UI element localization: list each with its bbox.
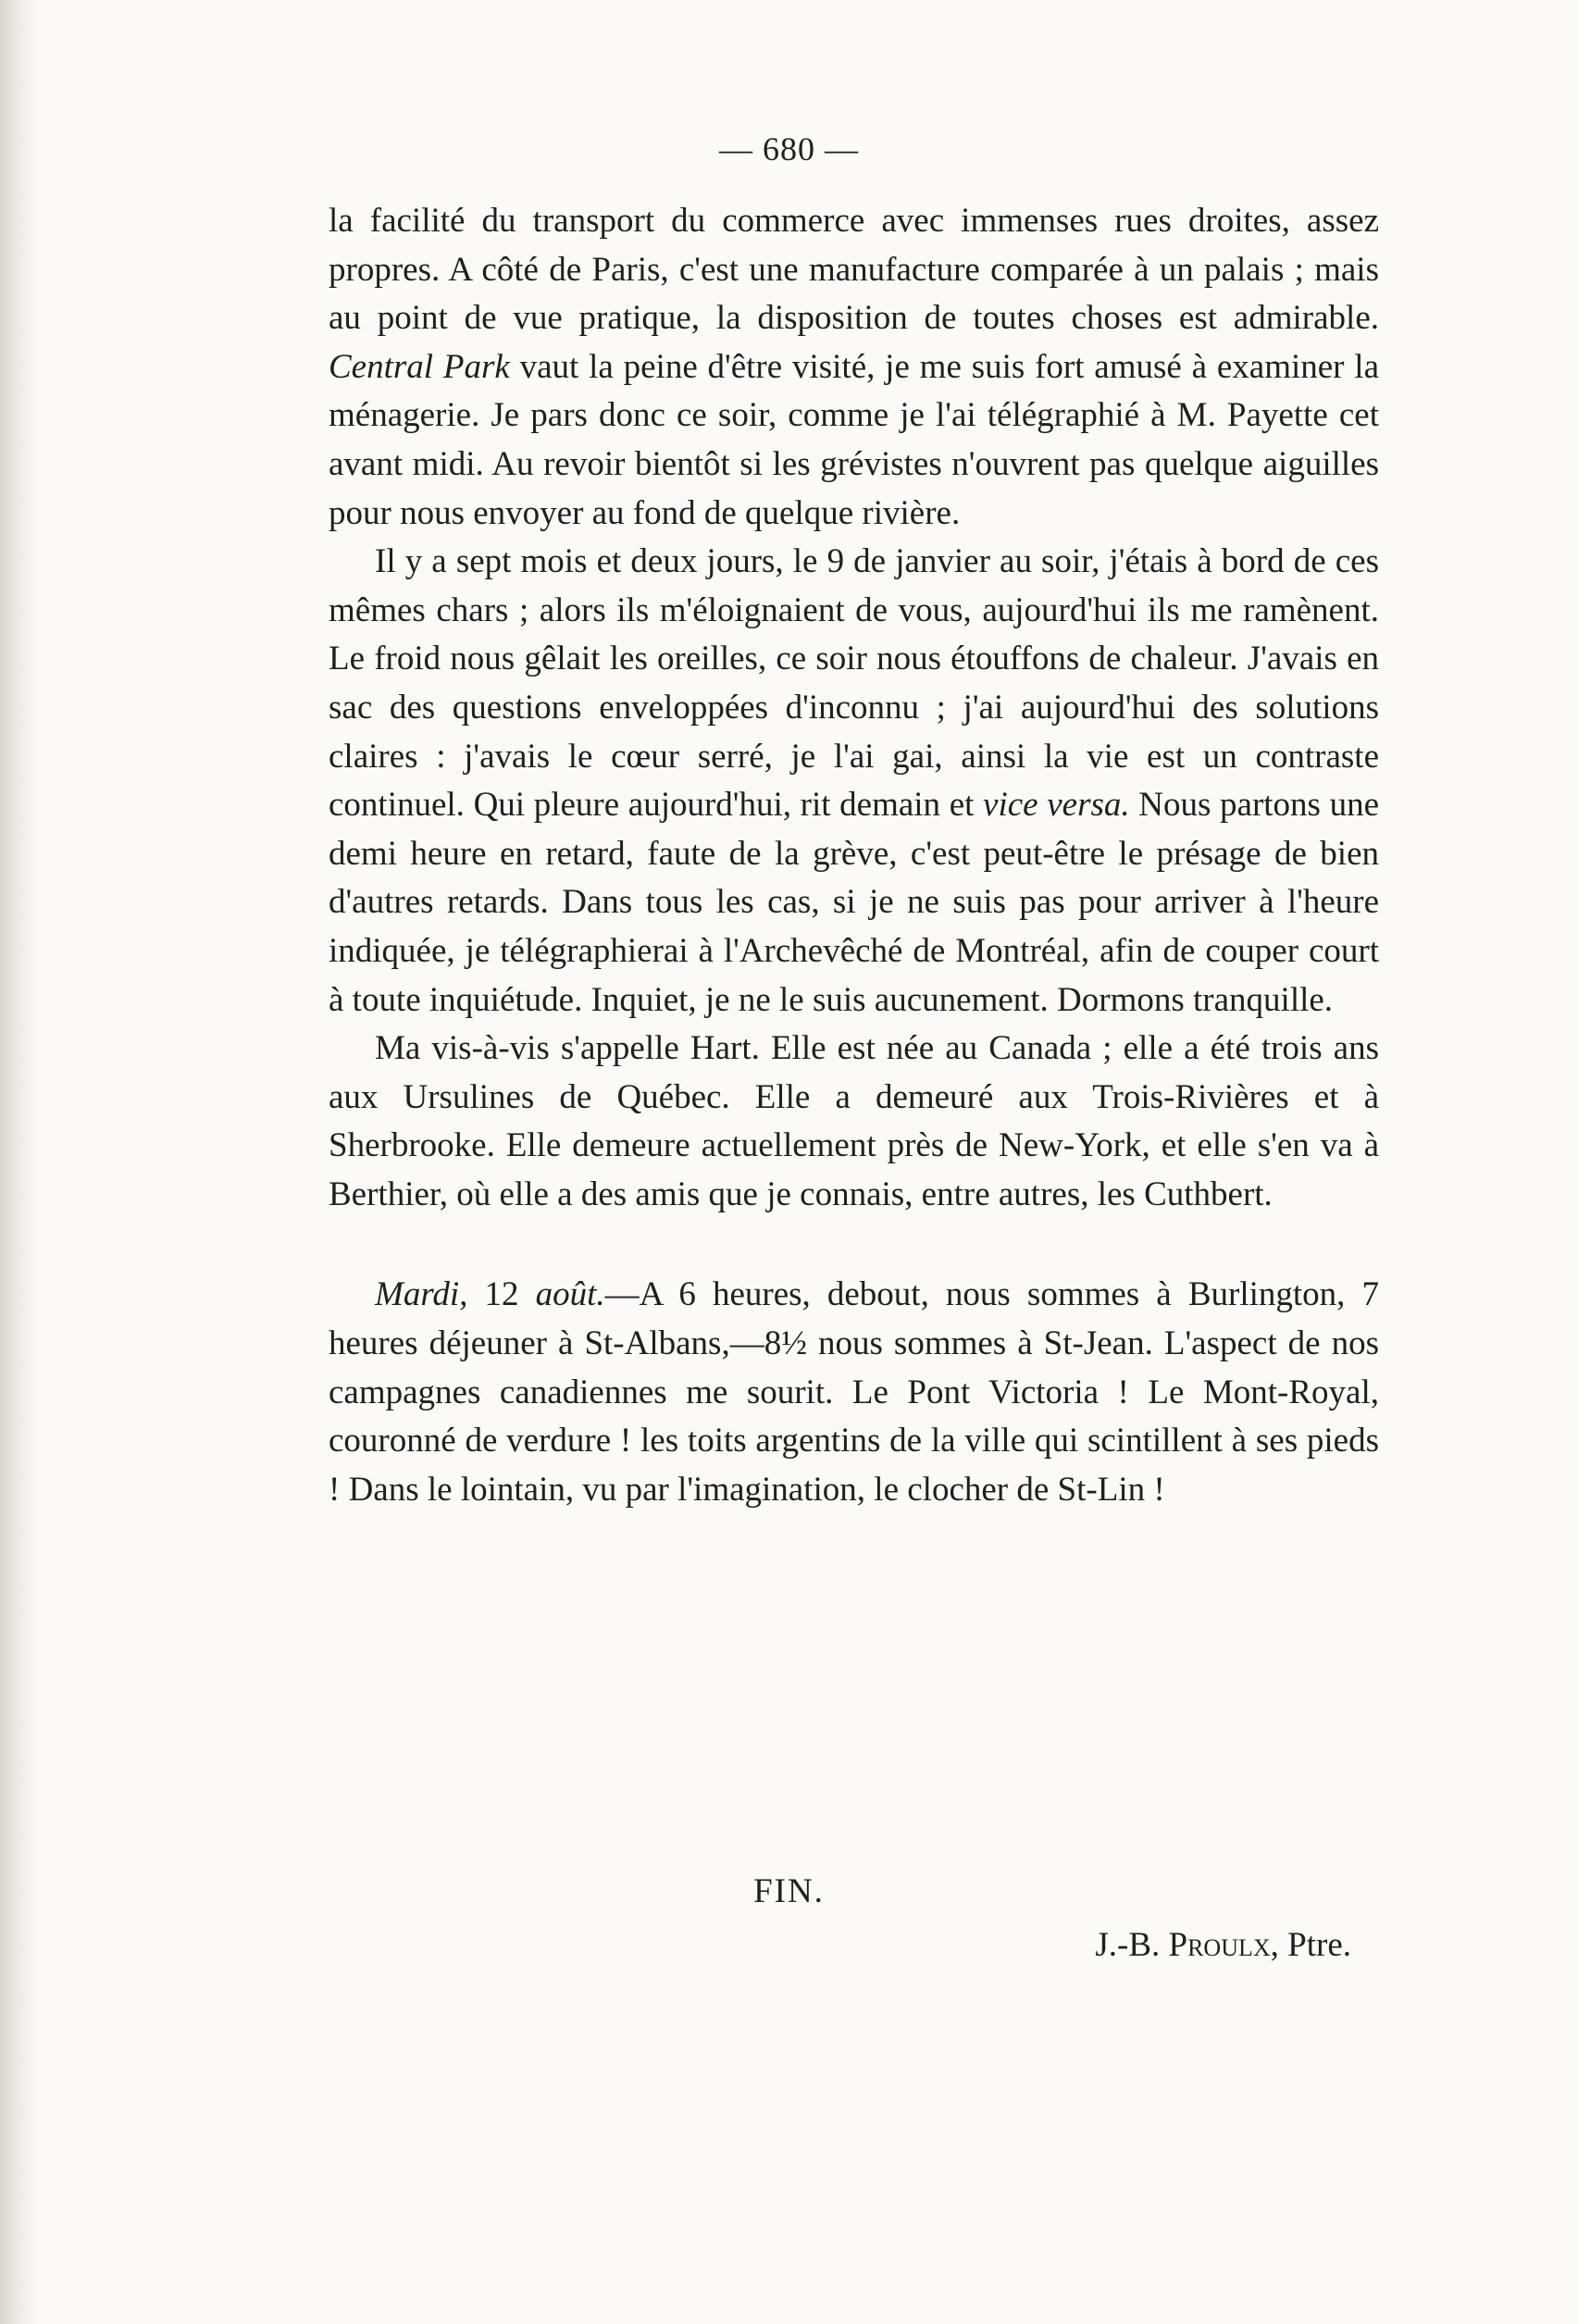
paragraph-1 (329, 197, 1379, 538)
paragraph-1-text: la facilité du transport du commerce avec immenses rues droites, assez propres. A côté de Paris, c'est une manufacture comparée à un palais ; mais au point de vue pratique, la disposition de toutes choses est admirable. (329, 202, 1379, 338)
scanned-page-edge (0, 0, 37, 2324)
paragraph-2-italic: vice versa. (983, 786, 1130, 825)
author-name: Proulx (1168, 1926, 1271, 1964)
paragraph-4 (329, 1271, 1379, 1514)
author-initials: J.-B. (1095, 1926, 1161, 1964)
author-signature (1095, 1925, 1351, 1965)
paragraph-4-day: Mardi, (375, 1275, 468, 1314)
body-text (329, 197, 1379, 1514)
paragraph-4-month: août. (535, 1275, 605, 1314)
paragraph-1-text-continued: vaut la peine d'être visité, je me suis fort amusé à examiner la ménagerie. Je pars donc ce soir, comme je l'ai télégraphié à M. Payette cet avant midi. Au revoir bientôt si les grévistes n'ouvrent pas quelque aiguilles pour nous envoyer au fond de quelque rivière. (329, 347, 1380, 532)
paragraph-4-date: 12 (484, 1275, 519, 1314)
paragraph-2-text-continued: Nous partons une demi heure en retard, faute de la grève, c'est peut-être le présage de bien d'autres retards. Dans tous les cas, si je ne suis pas pour arriver à l'heure indiquée, je télégraphierai à l'Archevêché de Montréal, afin de couper court à toute inquiétude. Inquiet, je ne le suis aucunement. Dormons tranquille. (329, 786, 1379, 1019)
paragraph-3: Ma vis-à-vis s'appelle Hart. Elle est née au Canada ; elle a été trois ans aux Ursulines de Québec. Elle a demeuré aux Trois-Rivières et à Sherbrooke. Elle demeure actuellement près de New-York, et elle s'en va à Berthier, où elle a des amis que je connais, entre autres, les Cuthbert. (329, 1029, 1379, 1213)
paragraph-2 (329, 538, 1379, 1025)
paragraph-4-text: —A 6 heures, debout, nous sommes à Burlington, 7 heures déjeuner à St-Albans,—8½ nous sommes à St-Jean. L'aspect de nos campagnes canadiennes me sourit. Le Pont Victoria ! Le Mont-Royal, couronné de verdure ! les toits argentins de la ville qui scintillent à ses pieds ! Dans le lointain, vu par l'imagination, le clocher de St-Lin ! (329, 1275, 1379, 1509)
author-title: , Ptre. (1270, 1926, 1351, 1964)
fin-marker: FIN. (753, 1872, 825, 1910)
page-number: — 680 — (719, 130, 859, 168)
paragraph-1-italic: Central Park (329, 347, 510, 386)
paragraph-2-text: Il y a sept mois et deux jours, le 9 de janvier au soir, j'étais à bord de ces mêmes chars ; alors ils m'éloignaient de vous, aujourd'hui ils me ramènent. Le froid nous gêlait les oreilles, ce soir nous étouffons de chaleur. J'avais en sac des questions enveloppées d'inconnu ; j'ai aujourd'hui des solutions claires : j'avais le cœur serré, je l'ai gai, ainsi la vie est un contraste continuel. Qui pleure aujourd'hui, rit demain et (329, 542, 1379, 825)
